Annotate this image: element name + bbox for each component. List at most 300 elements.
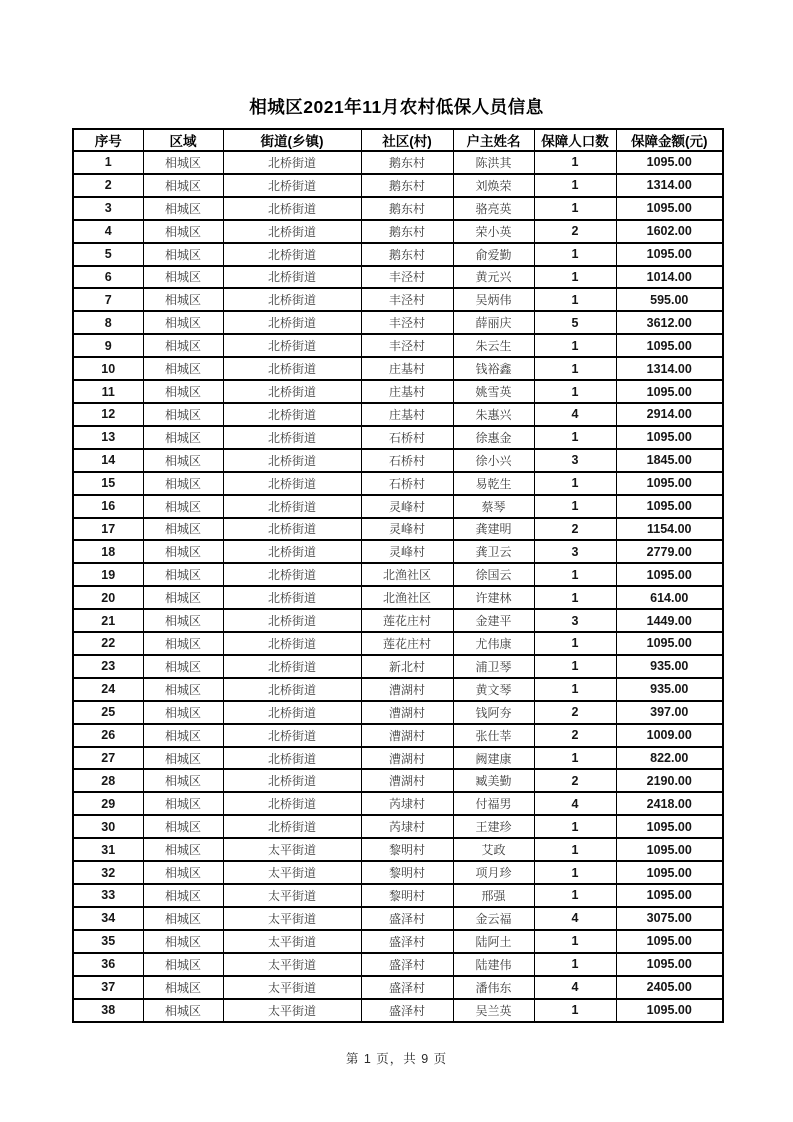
table-cell: 5 [73, 243, 143, 266]
table-cell: 15 [73, 472, 143, 495]
table-cell: 北桥街道 [223, 174, 361, 197]
table-cell: 鹅东村 [361, 151, 453, 174]
table-cell: 595.00 [616, 288, 723, 311]
table-cell: 北桥街道 [223, 701, 361, 724]
table-cell: 盛泽村 [361, 930, 453, 953]
column-header: 保障金额(元) [616, 129, 723, 151]
table-cell: 相城区 [143, 792, 223, 815]
table-cell: 相城区 [143, 403, 223, 426]
table-cell: 北桥街道 [223, 449, 361, 472]
table-cell: 太平街道 [223, 884, 361, 907]
table-cell: 1 [534, 815, 616, 838]
table-cell: 漕湖村 [361, 678, 453, 701]
table-cell: 1 [534, 563, 616, 586]
table-cell: 鹅东村 [361, 174, 453, 197]
table-cell: 太平街道 [223, 930, 361, 953]
table-cell: 4 [534, 976, 616, 999]
table-cell: 鹅东村 [361, 243, 453, 266]
table-cell: 1095.00 [616, 838, 723, 861]
column-header: 街道(乡镇) [223, 129, 361, 151]
table-cell: 1 [534, 334, 616, 357]
table-cell: 吴炳伟 [453, 288, 534, 311]
table-cell: 薛丽庆 [453, 311, 534, 334]
table-cell: 23 [73, 655, 143, 678]
table-cell: 艾政 [453, 838, 534, 861]
table-cell: 相城区 [143, 701, 223, 724]
table-cell: 3 [73, 197, 143, 220]
table-cell: 臧美勤 [453, 769, 534, 792]
table-cell: 钱裕鑫 [453, 357, 534, 380]
table-cell: 相城区 [143, 678, 223, 701]
table-row [73, 518, 723, 541]
table-cell: 37 [73, 976, 143, 999]
table-cell: 盛泽村 [361, 976, 453, 999]
table-cell: 浦卫琴 [453, 655, 534, 678]
table-cell: 1 [534, 838, 616, 861]
table-cell: 北渔社区 [361, 563, 453, 586]
table-row [73, 701, 723, 724]
table-cell: 19 [73, 563, 143, 586]
table-cell: 1602.00 [616, 220, 723, 243]
table-cell: 荣小英 [453, 220, 534, 243]
table-header-row [73, 129, 723, 151]
table-cell: 钱阿夯 [453, 701, 534, 724]
table-cell: 1 [534, 655, 616, 678]
table-cell: 北桥街道 [223, 655, 361, 678]
table-cell: 38 [73, 999, 143, 1022]
page-title: 相城区2021年11月农村低保人员信息 [249, 97, 544, 117]
table-row [73, 266, 723, 289]
column-header: 序号 [73, 129, 143, 151]
table-cell: 相城区 [143, 930, 223, 953]
table-cell: 新北村 [361, 655, 453, 678]
table-cell: 漕湖村 [361, 701, 453, 724]
table-cell: 4 [534, 792, 616, 815]
table-cell: 1 [534, 930, 616, 953]
table-cell: 盛泽村 [361, 953, 453, 976]
column-header: 保障人口数 [534, 129, 616, 151]
table-cell: 614.00 [616, 586, 723, 609]
table-cell: 北桥街道 [223, 380, 361, 403]
table-cell: 相城区 [143, 586, 223, 609]
table-cell: 庄基村 [361, 403, 453, 426]
table-row [73, 976, 723, 999]
table-cell: 相城区 [143, 518, 223, 541]
table-cell: 姚雪英 [453, 380, 534, 403]
table-cell: 12 [73, 403, 143, 426]
table-cell: 1009.00 [616, 724, 723, 747]
table-cell: 3612.00 [616, 311, 723, 334]
table-cell: 相城区 [143, 449, 223, 472]
table-cell: 35 [73, 930, 143, 953]
table-row [73, 769, 723, 792]
table-row [73, 815, 723, 838]
table-row [73, 220, 723, 243]
table-cell: 相城区 [143, 311, 223, 334]
table-cell: 庄基村 [361, 380, 453, 403]
table-cell: 8 [73, 311, 143, 334]
table-cell: 徐小兴 [453, 449, 534, 472]
table-cell: 1 [534, 632, 616, 655]
table-row [73, 472, 723, 495]
table-cell: 1095.00 [616, 953, 723, 976]
table-row [73, 655, 723, 678]
table-cell: 16 [73, 495, 143, 518]
table-cell: 尤伟康 [453, 632, 534, 655]
table-cell: 相城区 [143, 266, 223, 289]
table-cell: 2418.00 [616, 792, 723, 815]
table-cell: 北桥街道 [223, 792, 361, 815]
table-cell: 1 [534, 174, 616, 197]
table-cell: 灵峰村 [361, 540, 453, 563]
table-cell: 北桥街道 [223, 815, 361, 838]
table-cell: 相城区 [143, 747, 223, 770]
table-row [73, 907, 723, 930]
table-cell: 9 [73, 334, 143, 357]
table-cell: 1449.00 [616, 609, 723, 632]
table-row [73, 243, 723, 266]
table-cell: 3 [534, 449, 616, 472]
table-cell: 北桥街道 [223, 495, 361, 518]
table-cell: 1095.00 [616, 495, 723, 518]
table-cell: 漕湖村 [361, 747, 453, 770]
table-cell: 10 [73, 357, 143, 380]
table-row [73, 540, 723, 563]
table-cell: 17 [73, 518, 143, 541]
table-cell: 龚建明 [453, 518, 534, 541]
table-cell: 北桥街道 [223, 334, 361, 357]
table-row [73, 632, 723, 655]
table-cell: 朱惠兴 [453, 403, 534, 426]
table-cell: 石桥村 [361, 426, 453, 449]
table-cell: 1095.00 [616, 380, 723, 403]
table-cell: 石桥村 [361, 449, 453, 472]
table-cell: 24 [73, 678, 143, 701]
table-cell: 1 [534, 426, 616, 449]
table-cell: 相城区 [143, 953, 223, 976]
table-cell: 相城区 [143, 174, 223, 197]
table-cell: 13 [73, 426, 143, 449]
table-cell: 相城区 [143, 197, 223, 220]
table-cell: 1095.00 [616, 563, 723, 586]
table-cell: 2914.00 [616, 403, 723, 426]
table-cell: 太平街道 [223, 999, 361, 1022]
table-cell: 北桥街道 [223, 266, 361, 289]
table-cell: 5 [534, 311, 616, 334]
table-cell: 11 [73, 380, 143, 403]
table-cell: 26 [73, 724, 143, 747]
table-cell: 14 [73, 449, 143, 472]
table-cell: 1 [534, 953, 616, 976]
table-cell: 1 [534, 472, 616, 495]
table-cell: 822.00 [616, 747, 723, 770]
table-cell: 1095.00 [616, 243, 723, 266]
table-cell: 1 [534, 999, 616, 1022]
table-cell: 北桥街道 [223, 678, 361, 701]
table-cell: 鹅东村 [361, 197, 453, 220]
table-cell: 太平街道 [223, 838, 361, 861]
table-cell: 1095.00 [616, 999, 723, 1022]
table-cell: 相城区 [143, 655, 223, 678]
table-cell: 33 [73, 884, 143, 907]
table-cell: 黄文琴 [453, 678, 534, 701]
table-row [73, 495, 723, 518]
table-cell: 北桥街道 [223, 586, 361, 609]
table-cell: 1 [534, 243, 616, 266]
table-cell: 36 [73, 953, 143, 976]
table-cell: 22 [73, 632, 143, 655]
table-cell: 项月珍 [453, 861, 534, 884]
table-cell: 相城区 [143, 472, 223, 495]
table-cell: 太平街道 [223, 976, 361, 999]
table-cell: 1 [534, 586, 616, 609]
table-cell: 北桥街道 [223, 518, 361, 541]
table-cell: 潘伟东 [453, 976, 534, 999]
table-cell: 相城区 [143, 907, 223, 930]
table-cell: 金建平 [453, 609, 534, 632]
table-cell: 莲花庄村 [361, 609, 453, 632]
table-cell: 相城区 [143, 724, 223, 747]
table-cell: 1 [534, 861, 616, 884]
table-cell: 相城区 [143, 838, 223, 861]
table-cell: 黎明村 [361, 861, 453, 884]
table-cell: 2 [534, 724, 616, 747]
table-row [73, 838, 723, 861]
table-cell: 34 [73, 907, 143, 930]
table-cell: 北桥街道 [223, 769, 361, 792]
table-cell: 1 [534, 288, 616, 311]
table-cell: 黎明村 [361, 884, 453, 907]
table-cell: 黄元兴 [453, 266, 534, 289]
table-cell: 27 [73, 747, 143, 770]
page-number: 第 1 页，共 9 页 [345, 1052, 448, 1066]
table-row [73, 884, 723, 907]
table-cell: 丰泾村 [361, 334, 453, 357]
table-row [73, 449, 723, 472]
table-cell: 北桥街道 [223, 632, 361, 655]
table-cell: 相城区 [143, 976, 223, 999]
table-cell: 相城区 [143, 334, 223, 357]
table-cell: 1 [534, 357, 616, 380]
table-cell: 935.00 [616, 678, 723, 701]
table-cell: 4 [534, 403, 616, 426]
table-cell: 相城区 [143, 243, 223, 266]
table-cell: 刘焕荣 [453, 174, 534, 197]
table-cell: 芮埭村 [361, 792, 453, 815]
table-row [73, 197, 723, 220]
table-cell: 3 [534, 540, 616, 563]
table-row [73, 586, 723, 609]
table-cell: 丰泾村 [361, 311, 453, 334]
table-row [73, 861, 723, 884]
table-cell: 盛泽村 [361, 907, 453, 930]
table-cell: 1095.00 [616, 884, 723, 907]
column-header: 社区(村) [361, 129, 453, 151]
table-cell: 25 [73, 701, 143, 724]
table-cell: 1 [534, 380, 616, 403]
table-cell: 北桥街道 [223, 540, 361, 563]
table-row [73, 792, 723, 815]
table-cell: 1 [534, 678, 616, 701]
table-cell: 相城区 [143, 288, 223, 311]
table-cell: 相城区 [143, 632, 223, 655]
table-cell: 1314.00 [616, 174, 723, 197]
table-row [73, 747, 723, 770]
table-cell: 灵峰村 [361, 495, 453, 518]
table-cell: 俞爱勤 [453, 243, 534, 266]
table-cell: 吴兰英 [453, 999, 534, 1022]
table-cell: 4 [73, 220, 143, 243]
table-cell: 1314.00 [616, 357, 723, 380]
table-cell: 北桥街道 [223, 472, 361, 495]
table-cell: 31 [73, 838, 143, 861]
table-cell: 许建林 [453, 586, 534, 609]
table-row [73, 678, 723, 701]
table-cell: 1 [534, 151, 616, 174]
table-cell: 1 [73, 151, 143, 174]
table-cell: 鹅东村 [361, 220, 453, 243]
table-row [73, 357, 723, 380]
table-cell: 北桥街道 [223, 311, 361, 334]
table-cell: 付福男 [453, 792, 534, 815]
table-row [73, 930, 723, 953]
table-cell: 935.00 [616, 655, 723, 678]
table-cell: 北桥街道 [223, 403, 361, 426]
table-cell: 3 [534, 609, 616, 632]
table-cell: 2 [534, 769, 616, 792]
table-cell: 灵峰村 [361, 518, 453, 541]
table-cell: 相城区 [143, 426, 223, 449]
table-cell: 2 [73, 174, 143, 197]
table-cell: 1095.00 [616, 632, 723, 655]
table-row [73, 311, 723, 334]
table-cell: 相城区 [143, 563, 223, 586]
table-cell: 4 [534, 907, 616, 930]
table-cell: 北桥街道 [223, 197, 361, 220]
table-cell: 相城区 [143, 495, 223, 518]
table-cell: 1095.00 [616, 815, 723, 838]
table-cell: 北渔社区 [361, 586, 453, 609]
table-cell: 2190.00 [616, 769, 723, 792]
table-row [73, 563, 723, 586]
table-cell: 32 [73, 861, 143, 884]
table-cell: 2405.00 [616, 976, 723, 999]
table-cell: 397.00 [616, 701, 723, 724]
table-cell: 相城区 [143, 769, 223, 792]
table-cell: 庄基村 [361, 357, 453, 380]
table-cell: 1 [534, 266, 616, 289]
table-cell: 1095.00 [616, 861, 723, 884]
column-header: 区域 [143, 129, 223, 151]
table-cell: 1095.00 [616, 334, 723, 357]
table-cell: 张仕莘 [453, 724, 534, 747]
table-cell: 北桥街道 [223, 357, 361, 380]
table-cell: 相城区 [143, 357, 223, 380]
table-cell: 1095.00 [616, 426, 723, 449]
table-cell: 漕湖村 [361, 769, 453, 792]
table-cell: 21 [73, 609, 143, 632]
table-row [73, 151, 723, 174]
table-cell: 20 [73, 586, 143, 609]
table-cell: 相城区 [143, 540, 223, 563]
table-cell: 朱云生 [453, 334, 534, 357]
table-cell: 1095.00 [616, 930, 723, 953]
table-cell: 丰泾村 [361, 266, 453, 289]
table-row [73, 426, 723, 449]
table-cell: 3075.00 [616, 907, 723, 930]
table-cell: 1 [534, 747, 616, 770]
table-cell: 6 [73, 266, 143, 289]
table-row [73, 334, 723, 357]
table-cell: 徐惠金 [453, 426, 534, 449]
table-cell: 相城区 [143, 220, 223, 243]
table-cell: 1 [534, 884, 616, 907]
table-cell: 北桥街道 [223, 220, 361, 243]
table-cell: 1154.00 [616, 518, 723, 541]
table-cell: 黎明村 [361, 838, 453, 861]
table-row [73, 609, 723, 632]
table-cell: 邢强 [453, 884, 534, 907]
table-cell: 18 [73, 540, 143, 563]
table-cell: 1 [534, 197, 616, 220]
table-cell: 石桥村 [361, 472, 453, 495]
table-cell: 相城区 [143, 884, 223, 907]
lowbao-table [72, 128, 724, 1023]
table-cell: 陆建伟 [453, 953, 534, 976]
column-header: 户主姓名 [453, 129, 534, 151]
table-cell: 1845.00 [616, 449, 723, 472]
table-cell: 相城区 [143, 999, 223, 1022]
table-row [73, 724, 723, 747]
table-cell: 北桥街道 [223, 609, 361, 632]
table-cell: 相城区 [143, 609, 223, 632]
table-cell: 2 [534, 220, 616, 243]
table-cell: 相城区 [143, 815, 223, 838]
table-cell: 28 [73, 769, 143, 792]
table-cell: 7 [73, 288, 143, 311]
table-cell: 陈洪其 [453, 151, 534, 174]
table-cell: 1095.00 [616, 472, 723, 495]
table-cell: 相城区 [143, 151, 223, 174]
table-cell: 陆阿土 [453, 930, 534, 953]
table-cell: 北桥街道 [223, 151, 361, 174]
table-cell: 1014.00 [616, 266, 723, 289]
table-row [73, 380, 723, 403]
table-row [73, 403, 723, 426]
table-cell: 王建珍 [453, 815, 534, 838]
table-cell: 北桥街道 [223, 563, 361, 586]
table-cell: 太平街道 [223, 907, 361, 930]
table-cell: 太平街道 [223, 953, 361, 976]
table-cell: 骆亮英 [453, 197, 534, 220]
table-cell: 丰泾村 [361, 288, 453, 311]
table-cell: 莲花庄村 [361, 632, 453, 655]
table-row [73, 953, 723, 976]
table-cell: 盛泽村 [361, 999, 453, 1022]
table-cell: 易乾生 [453, 472, 534, 495]
table-cell: 相城区 [143, 861, 223, 884]
table-cell: 2 [534, 701, 616, 724]
table-cell: 相城区 [143, 380, 223, 403]
table-cell: 1095.00 [616, 197, 723, 220]
table-cell: 太平街道 [223, 861, 361, 884]
table-cell: 徐国云 [453, 563, 534, 586]
table-cell: 30 [73, 815, 143, 838]
table-body [73, 151, 723, 1022]
table-cell: 龚卫云 [453, 540, 534, 563]
table-row [73, 288, 723, 311]
table-cell: 北桥街道 [223, 426, 361, 449]
